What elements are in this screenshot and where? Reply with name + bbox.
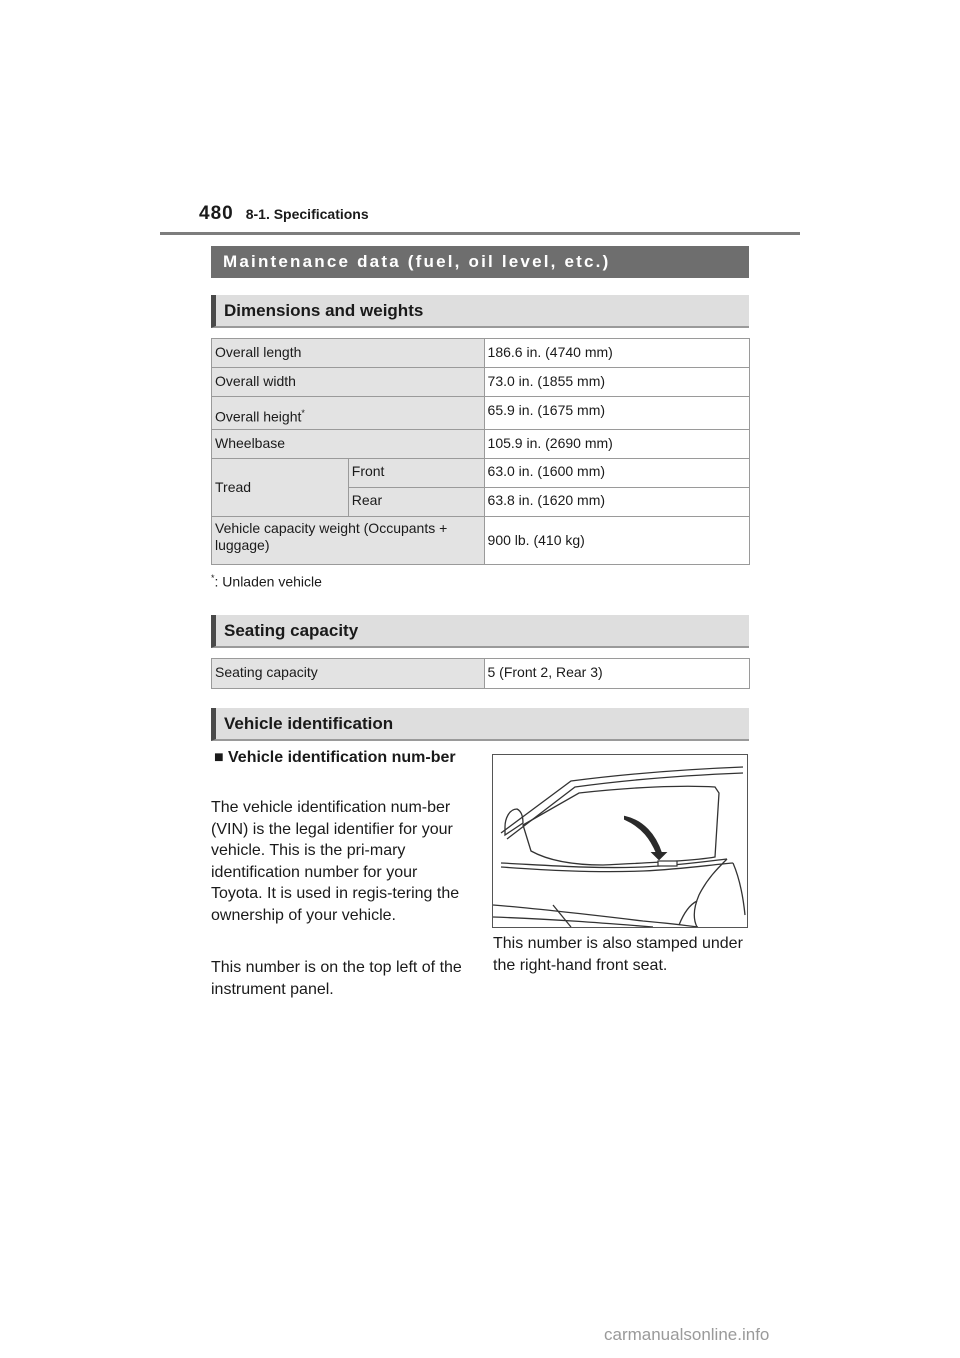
vin-subheading	[214, 747, 464, 768]
row-label: Overall length	[212, 339, 485, 368]
square-bullet-icon: ■	[214, 749, 224, 766]
row-value: 105.9 in. (2690 mm)	[484, 430, 749, 459]
pointer-arrow-icon	[625, 817, 665, 859]
illustration-caption: This number is also stamped under the right-hand front seat.	[493, 935, 743, 974]
row-label-text: Overall height	[215, 408, 302, 425]
vehicle-id-heading: Vehicle identification	[211, 708, 749, 741]
dimensions-heading: Dimensions and weights	[211, 295, 749, 328]
main-title: Maintenance data (fuel, oil level, etc.)	[211, 246, 749, 278]
table-row	[212, 368, 750, 397]
row-label: Vehicle capacity weight (Occupants + luggage)	[212, 517, 485, 565]
dimensions-table	[211, 338, 750, 565]
windshield-illustration	[492, 754, 748, 928]
page-header	[199, 203, 369, 225]
seating-heading: Seating capacity	[211, 615, 749, 648]
footnote-marker: *	[211, 573, 215, 583]
vin-subheading-text: Vehicle identification num-ber	[228, 749, 456, 766]
table-row	[212, 397, 750, 430]
row-sublabel: Rear	[348, 488, 484, 517]
table-row	[212, 430, 750, 459]
table-row	[212, 659, 750, 689]
row-value: 186.6 in. (4740 mm)	[484, 339, 749, 368]
windshield-drawing	[493, 755, 748, 928]
row-value: 63.0 in. (1600 mm)	[484, 459, 749, 488]
footnote	[211, 573, 322, 590]
row-label	[212, 397, 485, 430]
row-label: Wheelbase	[212, 430, 485, 459]
table-row	[212, 517, 750, 565]
vin-paragraph: The vehicle identification num-ber (VIN) is the legal identifier for your vehicle. This is the pri-mary identification number for your Toyota. It is used in regis-tering the ownership of your vehicle.	[211, 799, 460, 924]
row-value: 65.9 in. (1675 mm)	[484, 397, 749, 430]
row-value: 73.0 in. (1855 mm)	[484, 368, 749, 397]
row-label: Overall width	[212, 368, 485, 397]
table-row	[212, 459, 750, 488]
row-value: 63.8 in. (1620 mm)	[484, 488, 749, 517]
section-title: 8-1. Specifications	[245, 206, 369, 222]
row-sublabel: Front	[348, 459, 484, 488]
table-row	[212, 339, 750, 368]
row-value: 5 (Front 2, Rear 3)	[484, 659, 750, 689]
seating-table	[211, 658, 750, 689]
header-rule	[160, 232, 800, 235]
vin-location-paragraph: This number is on the top left of the instrument panel.	[211, 959, 462, 998]
row-label: Tread	[212, 459, 349, 517]
row-label: Seating capacity	[212, 659, 485, 689]
footnote-text: : Unladen vehicle	[214, 573, 322, 590]
footnote-marker: *	[301, 408, 305, 418]
vin-plate	[658, 861, 677, 866]
watermark: carmanualsonline.info	[604, 1325, 770, 1344]
row-value: 900 lb. (410 kg)	[484, 517, 749, 565]
page-number: 480	[199, 203, 234, 224]
